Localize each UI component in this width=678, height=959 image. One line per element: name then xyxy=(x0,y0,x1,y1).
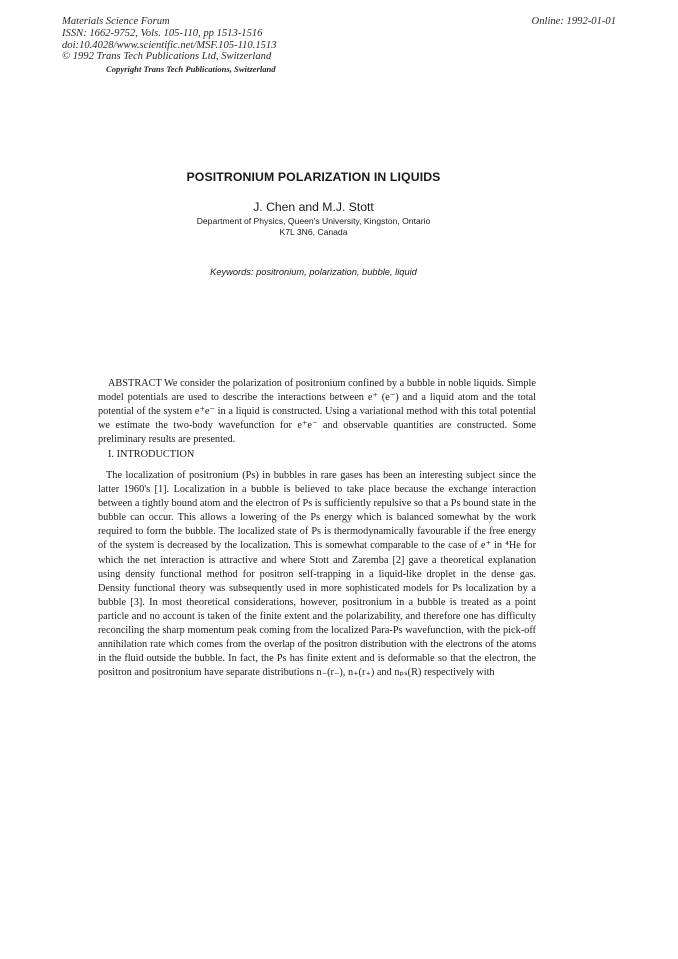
doi-line: doi:10.4028/www.scientific.net/MSF.105-110.1513 xyxy=(62,39,277,51)
intro-text: the overlap of the positron distribution with the electrons of the atoms in the fluid outside the xyxy=(98,639,537,665)
journal-name: Materials Science Forum xyxy=(62,16,170,27)
intro-text: The localization of positronium (Ps) in bubbles in rare gases has been an interesting subject since the latter 1960's [1]. Localization in a bubble is believed to take place because the exchange interaction between a tightly bound atom and the electron of Ps is sufficiently repulsive so that a Ps bound state in the bubble can occur. This allows a lowering of the Ps energy which is balanced somewhat by the work required to form the bubble. The localized state of Ps is thermodynamically favourable if the free energy of the system is decreased by the localization. This is somewhat comparable to the case of e⁺ in ⁴He for which the net interaction is attractive and where Stott and Zaremba [2] gave a theoretical explanation using density functional method for positron self-trapping in a liquid-like droplet in the dense gas. Density functional theory was subsequently used in more sophisticated models for Ps localization by a bubble [3]. In most theoretical considerations, however, positronium in a bubble is treated as a point particle and no account is taken of the finite extent and the polarizability, and therefore one has difficulty reconciling the sharp momentum peak coming from the localized Para-Ps wavefunction, with the pick-off annihilation rate which comes from xyxy=(98,470,536,651)
journal-header xyxy=(62,16,277,76)
section-heading: I. INTRODUCTION xyxy=(108,449,195,460)
keywords: Keywords: positronium, polarization, bubble, liquid xyxy=(210,267,417,277)
affiliation-line: K7L 3N6, Canada xyxy=(279,227,348,238)
paper-authors: J. Chen and M.J. Stott xyxy=(253,200,374,214)
affiliation-line: Department of Physics, Queen's University, Kingston, Ontario xyxy=(196,216,431,226)
paper-title: POSITRONIUM POLARIZATION IN LIQUIDS xyxy=(186,170,441,184)
abstract-paragraph: ABSTRACT We consider the polarization of positronium confined by a bubble in noble liquids. Simple model potentials are used to describe the interactions between e⁺ (e⁻) and a liquid atom and the total potential of the system e⁺e⁻ in a liquid is constructed. Using a variational method with this total potential we estimate the two-body wavefunction for e⁺e⁻ and observable quantities are constructed. Some preliminary results are presented. xyxy=(98,378,536,446)
issn-line: ISSN: 1662-9752, Vols. 105-110, pp 1513-1516 xyxy=(62,27,263,39)
online-date: Online: 1992-01-01 xyxy=(531,16,616,27)
introduction-paragraph xyxy=(98,469,536,680)
affiliation xyxy=(0,216,627,238)
intro-text: bubble. In fact, the Ps has finite extent and is deformable so that the electron, the positron and positronium have separate distributions n₋(r₋), n₊(r₊) and nₚₛ(R) respectively with xyxy=(98,653,537,679)
copyright-notice: Copyright Trans Tech Publications, Switzerland xyxy=(106,64,276,75)
publisher-copyright: © 1992 Trans Tech Publications Ltd, Switzerland xyxy=(62,51,272,63)
